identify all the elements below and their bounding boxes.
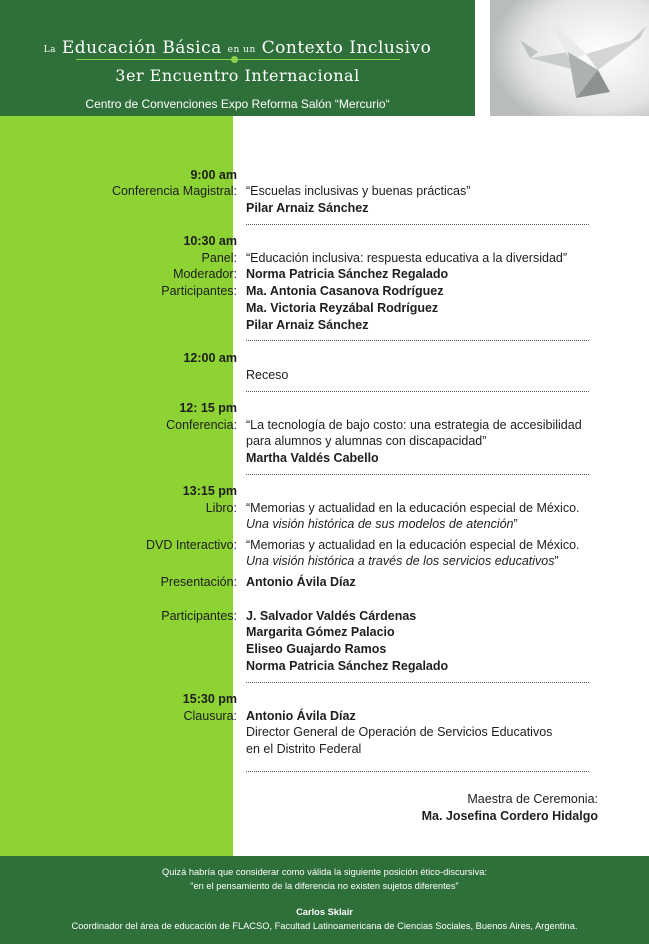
closing-quote: ” bbox=[513, 517, 518, 531]
quote-author: Carlos Sklair bbox=[296, 907, 353, 917]
session-divider bbox=[246, 340, 589, 341]
participant-name: Norma Patricia Sánchez Regalado bbox=[246, 659, 449, 673]
session-title: “Educación inclusiva: respuesta educativa a la diversidad” bbox=[246, 251, 568, 265]
event-subtitle: 3er Encuentro Internacional bbox=[115, 66, 360, 85]
program-side-title bbox=[601, 148, 637, 400]
book-subtitle bbox=[246, 516, 518, 533]
event-venue: Centro de Convenciones Expo Reforma Salón “Mercurio“ bbox=[85, 97, 390, 111]
session-type-label: Conferencia: bbox=[166, 418, 237, 432]
session-time: 10:30 am bbox=[183, 234, 237, 248]
event-title bbox=[0, 38, 475, 58]
title-connector: en un bbox=[227, 45, 256, 55]
speaker-role: Director General de Operación de Servicios Educativos bbox=[246, 725, 553, 739]
session-type-label: Panel: bbox=[201, 251, 237, 265]
quote-text: “en el pensamiento de la diferencia no existen sujetos diferentes” bbox=[190, 881, 459, 891]
participant-name: Eliseo Guajardo Ramos bbox=[246, 642, 387, 656]
moderator-label: Moderador: bbox=[173, 267, 237, 281]
participant-name: Pilar Arnaiz Sánchez bbox=[246, 318, 369, 332]
participant-name: Ma. Antonia Casanova Rodríguez bbox=[246, 284, 444, 298]
title-part-b: Contexto Inclusivo bbox=[261, 38, 432, 58]
session-divider bbox=[246, 771, 589, 772]
session-time: 9:00 am bbox=[190, 168, 237, 182]
session-title: “La tecnología de bajo costo: una estrategia de accesibilidad bbox=[246, 418, 582, 432]
speaker-role-continued: en el Distrito Federal bbox=[246, 742, 362, 756]
participant-name: Margarita Gómez Palacio bbox=[246, 625, 395, 639]
dvd-subtitle-text: Una visión histórica a través de los servicios educativos bbox=[246, 554, 555, 568]
title-divider bbox=[76, 59, 400, 60]
session-divider bbox=[246, 224, 589, 225]
closing-quote: ” bbox=[554, 554, 559, 568]
dvd-label: DVD Interactivo: bbox=[145, 538, 237, 552]
participants-label: Participantes: bbox=[161, 284, 237, 298]
session-title: “Escuelas inclusivas y buenas prácticas” bbox=[246, 184, 471, 198]
quote-intro: Quizá habría que considerar como válida la siguiente posición ético-discursiva: bbox=[161, 867, 488, 877]
session-time: 13:15 pm bbox=[182, 484, 237, 498]
book-title: “Memorias y actualidad en la educación especial de México. bbox=[246, 501, 580, 515]
session-divider bbox=[246, 474, 589, 475]
session-speaker: Antonio Ávila Díaz bbox=[246, 709, 356, 723]
presenter-name: Antonio Ávila Díaz bbox=[246, 575, 356, 589]
header-banner bbox=[0, 0, 475, 116]
book-label: Libro: bbox=[205, 501, 237, 515]
session-time: 12: 15 pm bbox=[179, 401, 237, 415]
origami-crane-icon bbox=[490, 0, 649, 116]
dvd-subtitle bbox=[246, 553, 559, 570]
title-part-a: Educación Básica bbox=[61, 38, 222, 58]
session-time: 12:00 am bbox=[183, 351, 237, 365]
dvd-title: “Memorias y actualidad en la educación especial de México. bbox=[246, 538, 580, 552]
presentation-label: Presentación: bbox=[160, 575, 237, 589]
moderator-name: Norma Patricia Sánchez Regalado bbox=[246, 267, 449, 281]
session-type-label: Conferencia Magistral: bbox=[111, 184, 237, 198]
participants-label: Participantes: bbox=[161, 609, 237, 623]
title-prefix: La bbox=[43, 45, 56, 55]
mc-name: Ma. Josefina Cordero Hidalgo bbox=[421, 809, 598, 823]
participant-name: Ma. Victoria Reyzábal Rodríguez bbox=[246, 301, 439, 315]
author-affiliation: Coordinador del área de educación de FLACSO, Facultad Latinoamericana de Ciencias Sociales, Buenos Aires, Argentina. bbox=[71, 921, 578, 931]
participant-name: J. Salvador Valdés Cárdenas bbox=[246, 609, 417, 623]
divider-dot bbox=[231, 56, 238, 63]
session-divider bbox=[246, 682, 589, 683]
footer-quote-band bbox=[0, 856, 649, 944]
book-subtitle-text: Una visión histórica de sus modelos de atención bbox=[246, 517, 514, 531]
session-type-label: Clausura: bbox=[183, 709, 237, 723]
break-label: Receso bbox=[246, 368, 289, 382]
mc-label: Maestra de Ceremonia: bbox=[467, 792, 598, 806]
session-speaker: Martha Valdés Cabello bbox=[246, 451, 379, 465]
session-divider bbox=[246, 391, 589, 392]
session-time: 15:30 pm bbox=[182, 692, 237, 706]
session-speaker: Pilar Arnaiz Sánchez bbox=[246, 201, 369, 215]
session-title-continued: para alumnos y alumnas con discapacidad” bbox=[246, 434, 487, 448]
